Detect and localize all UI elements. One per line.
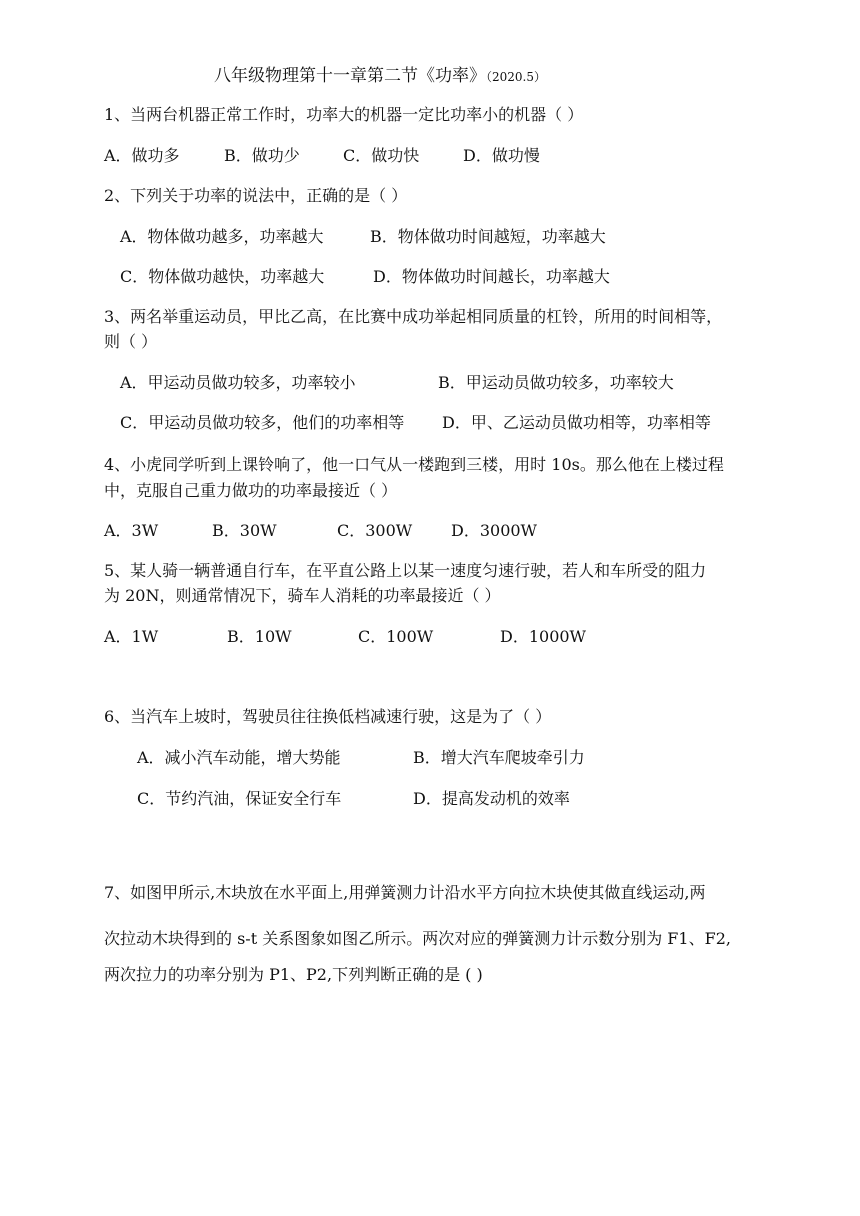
question-5-stem-line-2: 为 20N，则通常情况下，骑车人消耗的功率最接近（ ） — [104, 586, 501, 605]
q5-option-c: C．100W — [358, 627, 434, 646]
q6-option-b: B．增大汽车爬坡牵引力 — [413, 748, 585, 767]
question-1-stem: 1、当两台机器正常工作时，功率大的机器一定比功率小的机器（ ） — [104, 105, 584, 124]
question-6-stem: 6、当汽车上坡时，驾驶员往往换低档减速行驶，这是为了（ ） — [104, 707, 552, 726]
question-7-stem-line-2: 次拉动木块得到的 s-t 关系图象如图乙所示。两次对应的弹簧测力计示数分别为 F1、F2, — [104, 929, 731, 948]
q1-option-a: A．做功多 — [104, 146, 180, 165]
q5-option-b: B．10W — [227, 627, 292, 646]
q6-option-d: D．提高发动机的效率 — [413, 789, 570, 808]
q6-option-a: A．减小汽车动能，增大势能 — [137, 748, 341, 767]
question-3-stem-line-2: 则（ ） — [104, 332, 158, 351]
title-date: （2020.5） — [486, 70, 546, 84]
question-7-stem-line-1: 7、如图甲所示,木块放在水平面上,用弹簧测力计沿水平方向拉木块使其做直线运动,两 — [104, 883, 706, 902]
question-2-stem: 2、下列关于功率的说法中，正确的是（ ） — [104, 186, 408, 205]
question-5-stem-line-1: 5、某人骑一辆普通自行车，在平直公路上以某一速度匀速行驶，若人和车所受的阻力 — [104, 561, 707, 580]
q3-option-c: C．甲运动员做功较多，他们的功率相等 — [120, 413, 405, 432]
q4-option-c: C．300W — [337, 521, 413, 540]
q2-option-b: B．物体做功时间越短，功率越大 — [370, 227, 606, 246]
q3-option-d: D．甲、乙运动员做功相等，功率相等 — [442, 413, 711, 432]
question-7-stem-line-3: 两次拉力的功率分别为 P1、P2,下列判断正确的是 ( ) — [104, 965, 483, 984]
page-title — [214, 66, 546, 87]
title-main: 八年级物理第十一章第二节《功率》 — [214, 66, 486, 86]
q4-option-d: D．3000W — [451, 521, 537, 540]
q1-option-b: B．做功少 — [224, 146, 300, 165]
q2-option-c: C．物体做功越快，功率越大 — [120, 267, 325, 286]
q4-option-a: A．3W — [104, 521, 159, 540]
q3-option-b: B．甲运动员做功较多，功率较大 — [438, 373, 674, 392]
q2-option-d: D．物体做功时间越长，功率越大 — [373, 267, 610, 286]
q4-option-b: B．30W — [212, 521, 277, 540]
question-4-stem-line-2: 中，克服自己重力做功的功率最接近（ ） — [104, 481, 398, 500]
q1-option-d: D．做功慢 — [463, 146, 540, 165]
q5-option-a: A．1W — [104, 627, 159, 646]
q6-option-c: C．节约汽油，保证安全行车 — [137, 789, 342, 808]
q2-option-a: A．物体做功越多，功率越大 — [120, 227, 324, 246]
q5-option-d: D．1000W — [500, 627, 586, 646]
q3-option-a: A．甲运动员做功较多，功率较小 — [120, 373, 356, 392]
question-4-stem-line-1: 4、小虎同学听到上课铃响了，他一口气从一楼跑到三楼，用时 10s。那么他在上楼过程 — [104, 455, 724, 474]
question-3-stem-line-1: 3、两名举重运动员，甲比乙高，在比赛中成功举起相同质量的杠铃，所用的时间相等， — [104, 307, 723, 326]
q1-option-c: C．做功快 — [343, 146, 420, 165]
